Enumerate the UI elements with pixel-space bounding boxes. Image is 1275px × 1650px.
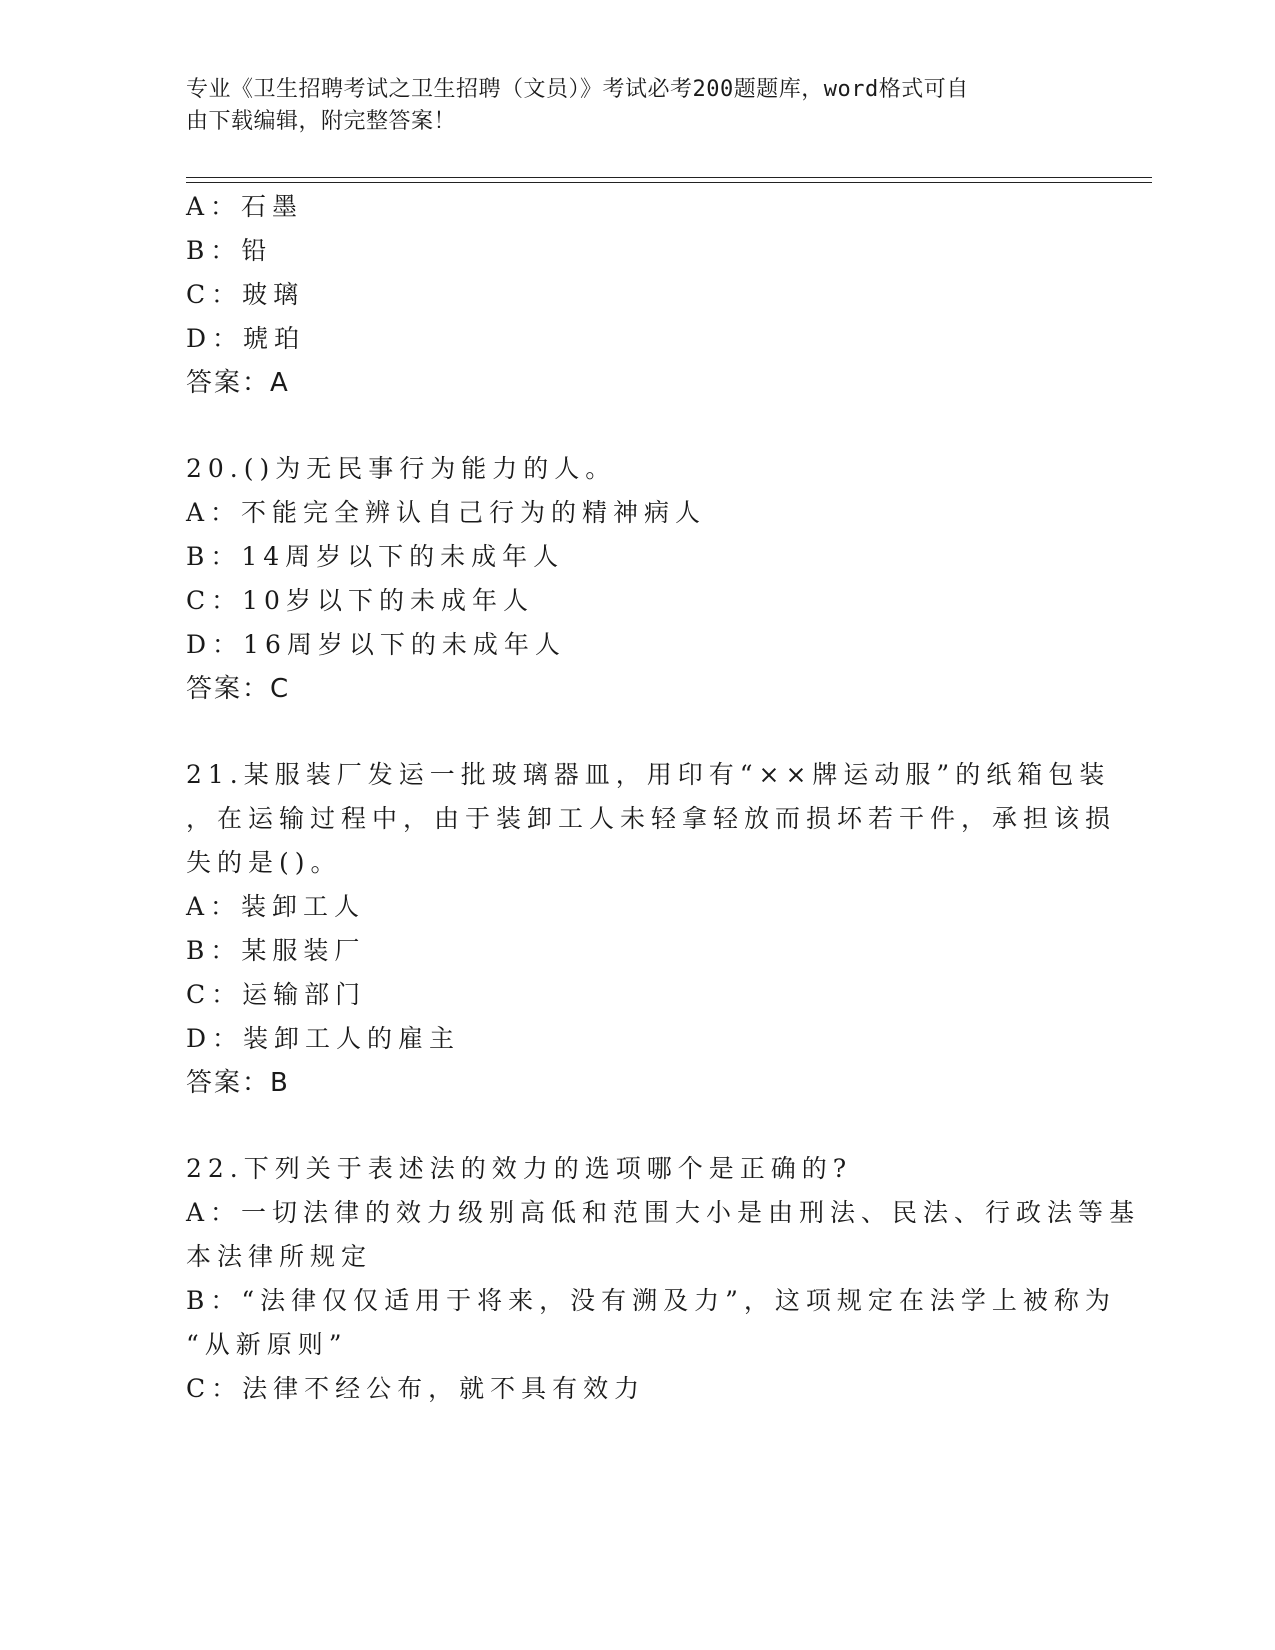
q19-option-d: D：琥珀 [186, 324, 306, 353]
q21-option-b: B：某服装厂 [186, 936, 366, 965]
header-line-1: 专业《卫生招聘考试之卫生招聘（文员）》考试必考200题题库，word格式可自 [186, 77, 969, 102]
q21-option-a: A：装卸工人 [186, 892, 366, 921]
q19-option-a: A：石墨 [186, 192, 304, 221]
q22-option-c: C：法律不经公布，就不具有效力 [186, 1374, 646, 1403]
q19-answer: 答案：A [186, 368, 290, 398]
q21-option-c: C：运输部门 [186, 980, 367, 1009]
q20-option-c: C：10岁以下的未成年人 [186, 586, 534, 615]
q22-option-a-line-1: A：一切法律的效力级别高低和范围大小是由刑法、民法、行政法等基 [186, 1198, 1141, 1227]
q19-option-b: B：铅 [186, 236, 273, 265]
q21-stem-line-2: ，在运输过程中，由于装卸工人未轻拿轻放而损坏若干件，承担该损 [186, 804, 1117, 833]
q20-option-d: D：16周岁以下的未成年人 [186, 630, 566, 659]
q22-option-b-line-1: B：“法律仅仅适用于将来，没有溯及力”，这项规定在法学上被称为 [186, 1286, 1116, 1315]
q21-stem-line-3: 失的是()。 [186, 848, 342, 877]
q21-stem-line-1: 21.某服装厂发运一批玻璃器皿，用印有“××牌运动服”的纸箱包装 [186, 760, 1111, 789]
q22-option-a-line-2: 本法律所规定 [186, 1242, 373, 1271]
q21-answer: 答案：B [186, 1068, 290, 1098]
document-header [186, 74, 1086, 138]
q22-option-b-line-2: “从新原则” [186, 1330, 348, 1359]
q20-answer: 答案：C [186, 674, 291, 704]
q19-option-c: C：玻璃 [186, 280, 305, 309]
q22-stem: 22.下列关于表述法的效力的选项哪个是正确的? [186, 1154, 853, 1183]
header-divider-top [186, 177, 1152, 178]
header-divider-bottom [186, 182, 1152, 183]
header-line-2: 由下载编辑，附完整答案！ [186, 109, 457, 134]
q20-stem: 20.()为无民事行为能力的人。 [186, 454, 617, 483]
q20-option-b: B：14周岁以下的未成年人 [186, 542, 565, 571]
q20-option-a: A：不能完全辨认自己行为的精神病人 [186, 498, 707, 527]
q21-option-d: D：装卸工人的雇主 [186, 1024, 461, 1053]
